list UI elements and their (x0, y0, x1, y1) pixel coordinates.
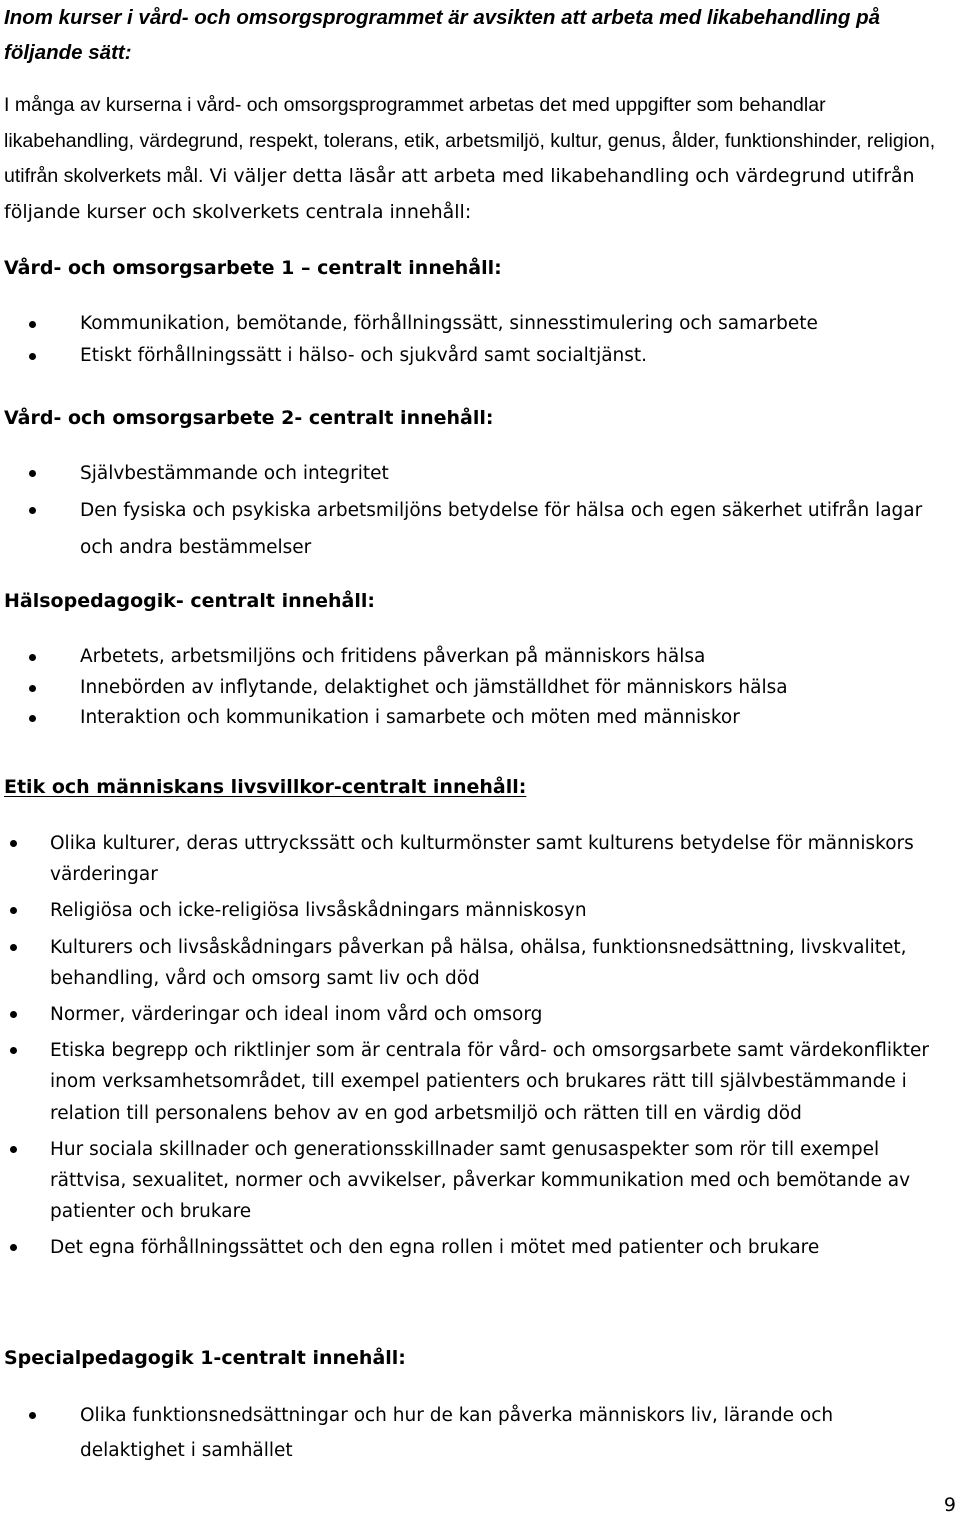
list-item-text: Etiska begrepp och riktlinjer som är centrala för vård- och omsorgsarbete samt värdekonflikter inom verksamhetsområdet, till exempel patienters och brukares rätt till självbestämmande i relation till personalens behov av en god arbetsmiljö och rätten till en värdig död (50, 1040, 929, 1124)
bullet-icon (29, 654, 36, 661)
intro-paragraph (4, 88, 954, 230)
bullet-icon (10, 1047, 17, 1054)
section-title-vard-omsorg-1: Vård- och omsorgsarbete 1 – centralt innehåll: (4, 257, 502, 279)
bullet-icon (29, 507, 36, 514)
list-item (10, 828, 940, 890)
list-item (29, 1398, 889, 1468)
section-title-vard-omsorg-2: Vård- och omsorgsarbete 2- centralt innehåll: (4, 407, 494, 429)
bullet-icon (29, 1412, 36, 1419)
intro-heading: Inom kurser i vård- och omsorgsprogrammet är avsikten att arbeta med likabehandling på följande sätt: (4, 6, 881, 64)
list-item (29, 340, 949, 372)
list-item (10, 1134, 940, 1228)
section-list-halsopedagogik (29, 642, 949, 734)
bullet-icon (10, 1146, 17, 1153)
list-item-text: Olika funktionsnedsättningar och hur de kan påverka människors liv, lärande och delaktighet i samhället (80, 1405, 834, 1461)
bullet-icon (29, 321, 36, 328)
section-list-vard-omsorg-1 (29, 308, 949, 372)
list-item (29, 703, 949, 734)
list-item (10, 999, 940, 1030)
list-item-text: Etiskt förhållningssätt i hälso- och sjukvård samt socialtjänst. (80, 345, 648, 366)
list-item (29, 642, 949, 673)
section-title-halsopedagogik: Hälsopedagogik- centralt innehåll: (4, 590, 375, 612)
bullet-icon (10, 1244, 17, 1251)
section-title-etik: Etik och människans livsvillkor-centralt innehåll: (4, 776, 527, 798)
list-item-text: Arbetets, arbetsmiljöns och fritidens påverkan på människors hälsa (80, 646, 706, 667)
page-number: 9 (943, 1494, 956, 1516)
list-item (29, 308, 949, 340)
list-item-text: Religiösa och icke-religiösa livsåskådningars människosyn (50, 900, 587, 922)
list-item-text: Innebörden av inflytande, delaktighet och jämställdhet för människors hälsa (80, 676, 788, 698)
list-item (29, 673, 949, 704)
list-item-text: Kommunikation, bemötande, förhållningssätt, sinnesstimulering och samarbete (80, 313, 818, 334)
bullet-icon (29, 470, 36, 477)
list-item-text: Interaktion och kommunikation i samarbete och möten med människor (80, 707, 740, 728)
list-item-text: Hur sociala skillnader och generationsskillnader samt genusaspekter som rör till exempel rättvisa, sexualitet, normer och avvikelser, påverkar kommunikation med och bemötande av patienter och brukare (50, 1138, 911, 1223)
list-item-text: Normer, värderingar och ideal inom vård och omsorg (50, 1004, 543, 1026)
list-item-text: Kulturers och livsåskådningars påverkan på hälsa, ohälsa, funktionsnedsättning, livskvalitet, behandling, vård och omsorg samt liv och död (50, 936, 907, 989)
intro-paragraph-part2: Vi väljer detta läsår att arbeta med likabehandling och värdegrund utifrån följande kurser och skolverkets centrala innehåll: (4, 165, 915, 223)
section-title-specialpedagogik: Specialpedagogik 1-centralt innehåll: (4, 1347, 406, 1369)
bullet-icon (10, 840, 17, 847)
list-item (10, 1035, 940, 1129)
list-item-text: Olika kulturer, deras uttryckssätt och kulturmönster samt kulturens betydelse för människors värderingar (50, 833, 914, 886)
section-list-specialpedagogik (29, 1398, 889, 1468)
list-item-text: Den fysiska och psykiska arbetsmiljöns betydelse för hälsa och egen säkerhet utifrån lagar och andra bestämmelser (80, 500, 923, 558)
bullet-icon (10, 1011, 17, 1018)
list-item (10, 932, 940, 994)
bullet-icon (29, 715, 36, 722)
list-item (29, 492, 954, 566)
bullet-icon (10, 944, 17, 951)
list-item (10, 895, 940, 926)
intro-paragraph-part1: I många av kurserna i vård- och omsorgsprogrammet arbetas det med uppgifter som behandlar likabehandling, värdegrund, respekt, tolerans, etik, arbetsmiljö, kultur, genus, ålder, funktionshinder, religion, utifrån skolverkets mål. (4, 94, 936, 187)
section-list-vard-omsorg-2 (29, 455, 954, 566)
list-item-text: Självbestämmande och integritet (80, 463, 389, 484)
bullet-icon (10, 907, 17, 914)
list-item-text: Det egna förhållningssättet och den egna rollen i mötet med patienter och brukare (50, 1237, 820, 1259)
bullet-icon (29, 353, 36, 360)
section-list-etik (10, 828, 940, 1264)
list-item (29, 455, 954, 492)
bullet-icon (29, 685, 36, 692)
list-item (10, 1232, 940, 1263)
